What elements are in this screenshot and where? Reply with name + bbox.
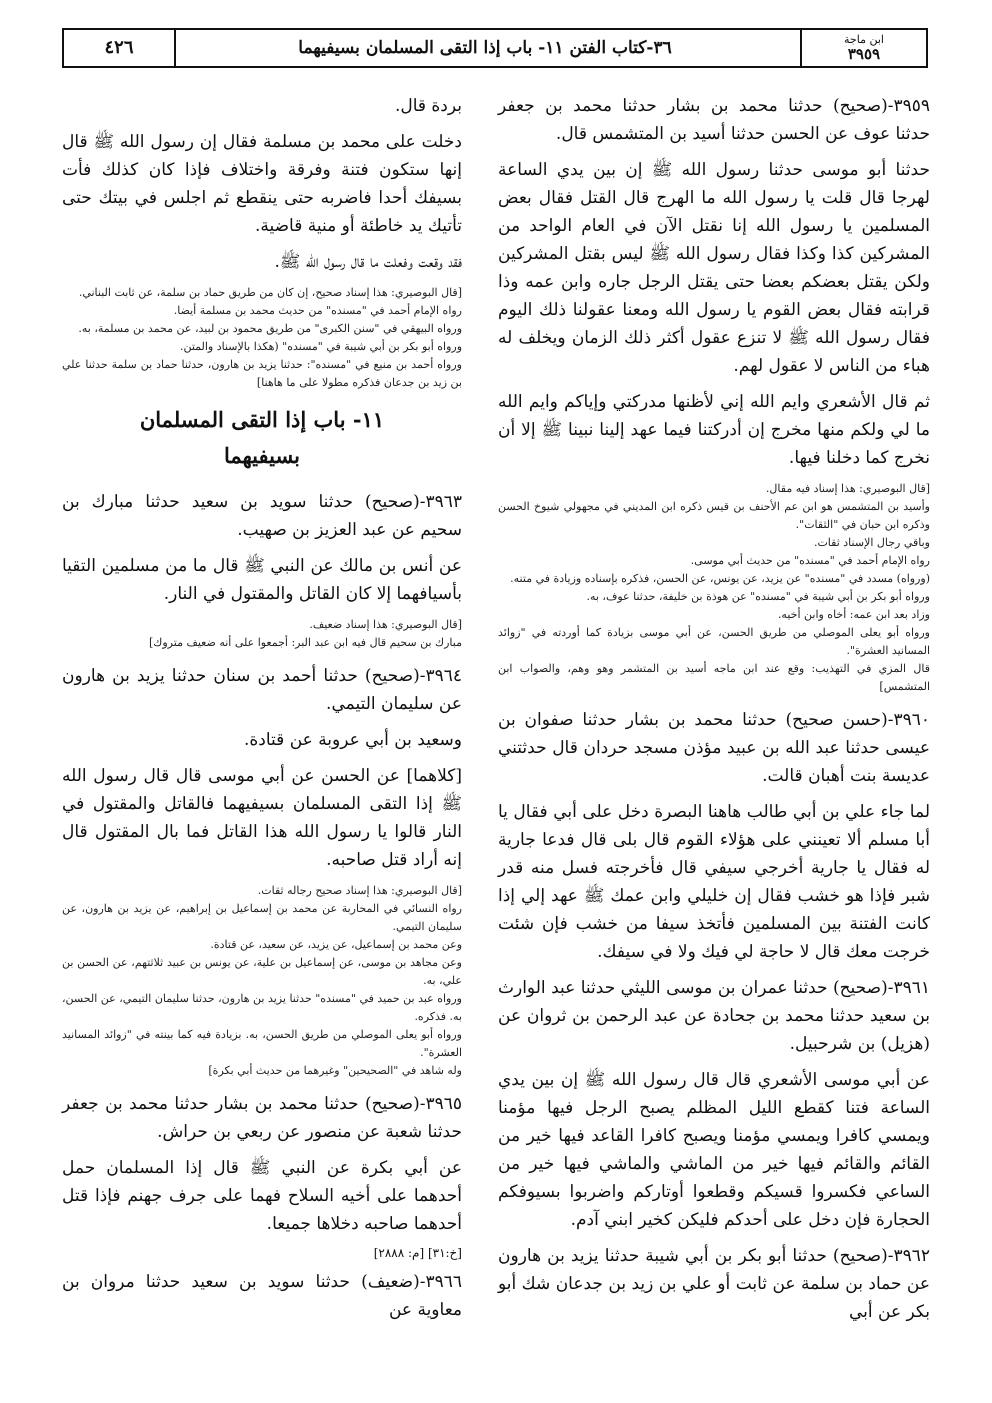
hadith-3965-isnad: ٣٩٦٥-(صحيح) حدثنا محمد بن بشار حدثنا محمد بن جعفر حدثنا شعبة عن منصور عن ربعي بن حراش. xyxy=(62,1094,462,1142)
commentary-line: وزاد بعد ابن عمه: أخاه وابن أخيه. xyxy=(777,608,930,621)
commentary-line: ورواه أبو يعلى الموصلي من طريق الحسن، عن أبي موسى بزيادة كما أوردته في "زوائد المسانيد العشرة". xyxy=(498,626,930,657)
hadith-3966-isnad: ٣٩٦٦-(ضعيف) حدثنا سويد بن سعيد حدثنا مروان بن معاوية عن xyxy=(62,1272,462,1320)
header-book-info xyxy=(800,30,926,66)
header-hadith-number: ٣٩٥٩ xyxy=(847,45,881,63)
right-column xyxy=(498,92,930,1334)
hadith-3961-text: عن أبي موسى الأشعري قال قال رسول الله ﷺ إن بين يدي الساعة فتنا كقطع الليل المظلم يصبح الرجل فيها مؤمنا ويمسي كافرا ويمسي مؤمنا ويصبح كافرا القاعد فيها خير من القائم والقائم فيها خير من الماشي والماشي فيها خير من الساعي فكسروا قسيكم وقطعوا أوتاركم واضربوا بسيوفكم الحجارة فإن دخل على أحدكم فليكن كخير ابني آدم. xyxy=(498,1070,930,1230)
chapter-heading xyxy=(62,402,462,474)
hadith-3963-text: عن أنس بن مالك عن النبي ﷺ قال ما من مسلمين التقيا بأسيافهما إلا كان القاتل والمقتول في النار. xyxy=(62,556,462,604)
hadith-3960-isnad: ٣٩٦٠-(حسن صحيح) حدثنا محمد بن بشار حدثنا صفوان بن عيسى حدثنا عبد الله بن عبيد مؤذن مسجد حردان قال حدثتني عديسة بنت أهبان قالت. xyxy=(498,710,930,786)
commentary-3962 xyxy=(62,284,462,392)
hadith-3962-text: دخلت على محمد بن مسلمة فقال إن رسول الله ﷺ قال إنها ستكون فتنة وفرقة واختلاف فإذا كان كذلك فأت بسيفك أحدا فاضربه حتى ينقطع ثم اجلس في بيتك حتى تأتيك يد خاطئة أو منية قاضية. xyxy=(62,132,462,236)
hadith-3959-text: حدثنا أبو موسى حدثنا رسول الله ﷺ إن بين يدي الساعة لهرجا قال قلت يا رسول الله ما الهرج قال القتل فقال بعض المسلمين يا رسول الله إنا نقتل الآن في العام الواحد من المشركين كذا وكذا فقال رسول الله ﷺ ليس بقتل المشركين ولكن يقتل بعضكم بعضا حتى يقتل الرجل جاره وابن عمه وذا قرابته فقال بعض القوم يا رسول الله ومعنا عقولنا ذلك اليوم فقال رسول الله ﷺ لا تنزع عقول أكثر ذلك الزمان ويخلف له هباء من الناس لا عقول لهم. xyxy=(498,160,930,376)
left-column xyxy=(62,92,462,1332)
commentary-line: وعن مجاهد بن موسى، عن إسماعيل بن علية، عن يونس بن عبيد ثلاثتهم، عن الحسن بن علي، به. xyxy=(62,956,462,987)
hadith-3964-text: [كلاهما] عن الحسن عن أبي موسى قال قال رسول الله ﷺ إذا التقى المسلمان بسيفيهما فالقاتل والمقتول في النار قالوا يا رسول الله هذا القاتل فما بال المقتول قال إنه أراد قتل صاحبه. xyxy=(62,766,462,870)
commentary-line: رواه النسائي في المحاربة عن محمد بن إسماعيل بن إبراهيم، عن يزيد بن هارون، عن سليمان التيمي. xyxy=(62,902,462,933)
commentary-line: ورواه عبد بن حميد في "مسنده" حدثنا يزيد بن هارون، حدثنا سليمان التيمي، عن الحسن، به. فذكره. xyxy=(62,992,462,1023)
hadith-3962-text-end: فقد وقعت وفعلت ما قال رسول الله ﷺ. xyxy=(274,252,462,272)
hadith-3959-isnad: ٣٩٥٩-(صحيح) حدثنا محمد بن بشار حدثنا محمد بن جعفر حدثنا عوف عن الحسن حدثنا أسيد بن المتشمس قال. xyxy=(498,96,930,144)
commentary-line: وله شاهد في "الصحيحين" وغيرهما من حديث أبي بكرة] xyxy=(208,1064,462,1077)
hadith-3965-text: عن أبي بكرة عن النبي ﷺ قال إذا المسلمان حمل أحدهما على أخيه السلاح فهما على جرف جهنم فإذا قتل أحدهما صاحبه دخلاها جميعا. xyxy=(62,1158,462,1234)
hadith-3960-text: لما جاء علي بن أبي طالب هاهنا البصرة دخل على أبي فقال يا أبا مسلم ألا تعينني على هؤلاء القوم قال بلى قال فدعا جارية له فقال يا جارية أخرجي سيفي قال فأخرجته فسل منه قدر شبر فإذا هو خشب فقال إن خليلي وابن عمك ﷺ عهد إلي إذا كانت الفتنة بين المسلمين فأتخذ سيفا من خشب فإن شئت خرجت معك قال لا حاجة لي فيك ولا في سيفك. xyxy=(498,802,930,962)
commentary-3964 xyxy=(62,882,462,1080)
commentary-line: (ورواه) مسدد في "مسنده" عن يزيد، عن يونس، عن الحسن، فذكره بإسناده وزيادة في متنه. xyxy=(510,572,930,585)
commentary-line: وباقي رجال الإسناد ثقات. xyxy=(813,536,930,549)
commentary-line: مبارك بن سحيم قال فيه ابن عبد البر: أجمعوا على أنه ضعيف متروك] xyxy=(149,636,462,649)
commentary-line: ورواه أبو يعلى الموصلي من طريق الحسن، به. بزيادة فيه كما بينته في "زوائد المسانيد العشرة". xyxy=(62,1028,462,1059)
commentary-line: [قال البوصيري: هذا إسناد فيه مقال. xyxy=(765,482,930,495)
commentary-line: وأسيد بن المتشمس هو ابن عم الأحنف بن قيس ذكره ابن المديني في مجهولي شيوخ الحسن وذكره ابن حبان في "الثقات". xyxy=(498,500,930,531)
header-chapter-title: ٣٦-كتاب الفتن ١١- باب إذا التقى المسلمان بسيفيهما xyxy=(298,38,672,58)
commentary-line: رواه الإمام أحمد في "مسنده" من حديث أبي موسى. xyxy=(690,554,930,567)
commentary-line: ورواه أبو بكر بن أبي شيبة في "مسنده" (هكذا بالإسناد والمتن. xyxy=(179,340,462,353)
commentary-line: [قال البوصيري: هذا إسناد ضعيف. xyxy=(309,618,462,631)
hadith-3964-isnad: ٣٩٦٤-(صحيح) حدثنا أحمد بن سنان حدثنا يزيد بن هارون عن سليمان التيمي. xyxy=(62,666,462,714)
commentary-line: ورواه أبو بكر بن أبي شيبة في "مسنده" عن هوذة بن خليفة، حدثنا عوف، به. xyxy=(586,590,930,603)
hadith-3964-isnad2: وسعيد بن أبي عروبة عن قتادة. xyxy=(243,730,462,750)
commentary-3959 xyxy=(498,480,930,696)
commentary-3963 xyxy=(62,616,462,652)
commentary-line: [قال البوصيري: هذا إسناد صحيح، إن كان من طريق حماد بن سلمة، عن ثابت البناني. xyxy=(78,286,462,299)
chapter-heading-line2: بسيفيهما xyxy=(223,443,301,468)
hadith-3961-isnad: ٣٩٦١-(صحيح) حدثنا عمران بن موسى الليثي حدثنا عبد الوارث بن سعيد حدثنا محمد بن جحادة عن عبد الرحمن بن ثروان عن (هزيل) بن شرحبيل. xyxy=(498,978,930,1054)
hadith-3962-cont: بردة قال. xyxy=(394,96,462,116)
hadith-3965-reference: [خ:٣١] [م: ٢٨٨٨] xyxy=(373,1246,462,1260)
page-header xyxy=(62,28,928,68)
commentary-line: [قال البوصيري: هذا إسناد صحيح رجاله ثقات. xyxy=(257,884,462,897)
commentary-line: رواه الإمام أحمد في "مسنده" من حديث محمد بن مسلمة أيضا. xyxy=(173,304,462,317)
header-book-name: ابن ماجة xyxy=(844,33,884,46)
commentary-line: قال المزي في التهذيب: وقع عند ابن ماجه أسيد بن المتشمر وهو وهم، والصواب ابن المتشمس] xyxy=(498,662,930,693)
header-page-number: ٤٢٦ xyxy=(64,30,176,66)
commentary-line: وعن محمد بن إسماعيل، عن يزيد، عن سعيد، عن قتادة. xyxy=(210,938,462,951)
hadith-3963-isnad: ٣٩٦٣-(صحيح) حدثنا سويد بن سعيد حدثنا مبارك بن سحيم عن عبد العزيز بن صهيب. xyxy=(62,492,462,540)
hadith-3959-text-cont: ثم قال الأشعري وايم الله إني لأظنها مدركتي وإياكم وايم الله ما لي ولكم منها مخرج إن أدركتنا فيما عهد إلينا نبينا ﷺ إلا أن نخرج كما دخلنا فيها. xyxy=(498,392,930,468)
hadith-3962-isnad: ٣٩٦٢-(صحيح) حدثنا أبو بكر بن أبي شيبة حدثنا يزيد بن هارون عن حماد بن سلمة عن ثابت أو علي بن زيد بن جدعان شك أبو بكر عن أبي xyxy=(498,1246,930,1322)
commentary-line: ورواه أحمد بن منيع في "مسنده": حدثنا يزيد بن هارون، حدثنا حماد بن سلمة حدثنا علي بن زيد بن جدعان فذكره مطولا على ما هاهنا] xyxy=(62,358,462,389)
chapter-heading-line1: ١١- باب إذا التقى المسلمان xyxy=(139,407,385,432)
commentary-line: ورواه البيهقي في "سنن الكبرى" من طريق محمود بن لبيد، عن محمد بن مسلمة، به. xyxy=(78,322,462,335)
